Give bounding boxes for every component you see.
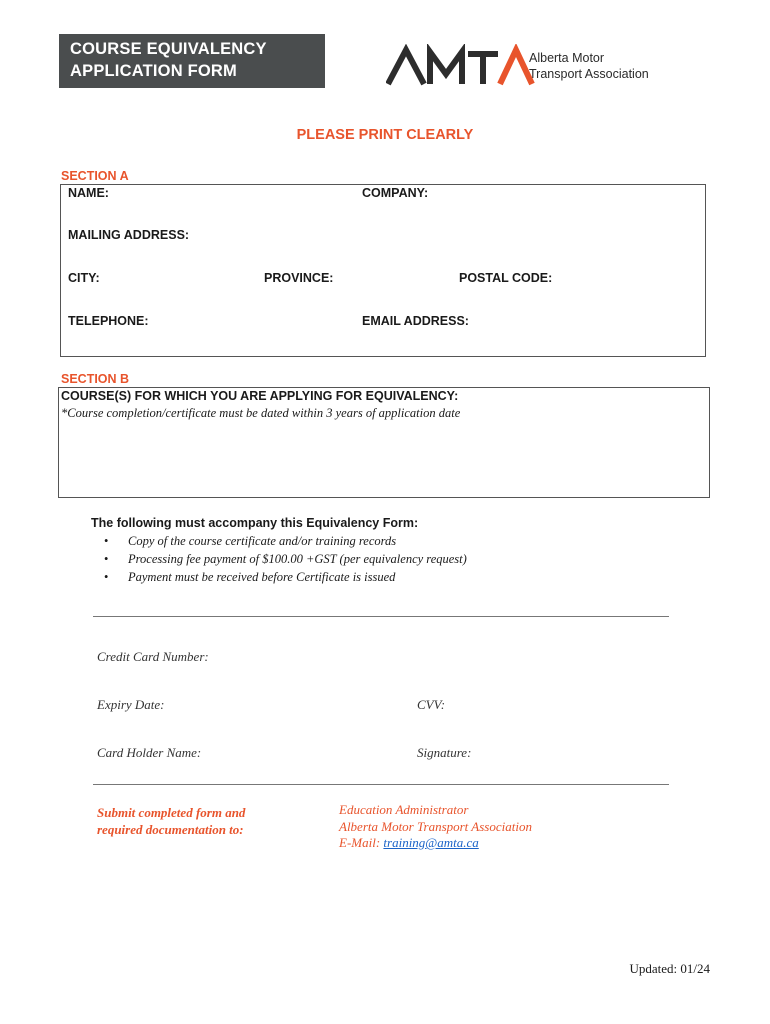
email-address-field[interactable]: EMAIL ADDRESS: [362,314,469,328]
divider [93,616,669,617]
form-title-line2: APPLICATION FORM [70,62,237,80]
submit-instruction [97,804,245,838]
requirements-list [104,532,467,586]
updated-date: Updated: 01/24 [629,961,710,976]
list-item: • Payment must be received before Certificate is issued [104,570,396,584]
list-item: • Copy of the course certificate and/or training records [104,534,397,548]
requirements-title: The following must accompany this Equivalency Form: [91,516,419,530]
mailing-address-field[interactable]: MAILING ADDRESS: [68,228,190,242]
telephone-field[interactable]: TELEPHONE: [68,314,149,328]
contact-block [339,802,532,852]
contact-name: Education Administrator [339,802,469,817]
expiry-date-field[interactable]: Expiry Date: [97,697,165,712]
name-field[interactable]: NAME: [68,186,109,200]
form-title-line1: COURSE EQUIVALENCY [70,40,267,58]
cvv-field[interactable]: CVV: [417,697,446,712]
form-title [59,34,325,88]
section-b-box[interactable] [58,387,710,498]
submit-line2: required documentation to: [97,822,244,837]
section-a-box [60,184,706,357]
section-a-label: SECTION A [61,169,129,183]
signature-field[interactable]: Signature: [417,745,472,760]
contact-org: Alberta Motor Transport Association [339,818,532,834]
company-field[interactable]: COMPANY: [362,186,429,200]
email-link[interactable]: training@amta.ca [383,835,479,850]
courses-heading: COURSE(S) FOR WHICH YOU ARE APPLYING FOR EQUIVALENCY: [61,389,459,403]
org-name-line2: Transport Association [529,67,649,81]
section-b-label: SECTION B [61,372,130,386]
org-name-line1: Alberta Motor [529,51,605,65]
divider [93,784,669,785]
postal-code-field[interactable]: POSTAL CODE: [459,271,553,285]
province-field[interactable]: PROVINCE: [264,271,334,285]
org-name [529,50,649,82]
list-item: • Processing fee payment of $100.00 +GST (per equivalency request) [104,552,467,566]
submit-line1: Submit completed form and [97,805,246,820]
contact-email-line [339,835,532,852]
city-field[interactable]: CITY: [68,271,100,285]
email-label: E-Mail: [339,835,384,850]
credit-card-number-field[interactable]: Credit Card Number: [97,649,209,664]
print-instruction: PLEASE PRINT CLEARLY [296,127,474,143]
course-date-note: *Course completion/certificate must be dated within 3 years of application date [61,406,461,420]
card-holder-name-field[interactable]: Card Holder Name: [97,745,202,760]
